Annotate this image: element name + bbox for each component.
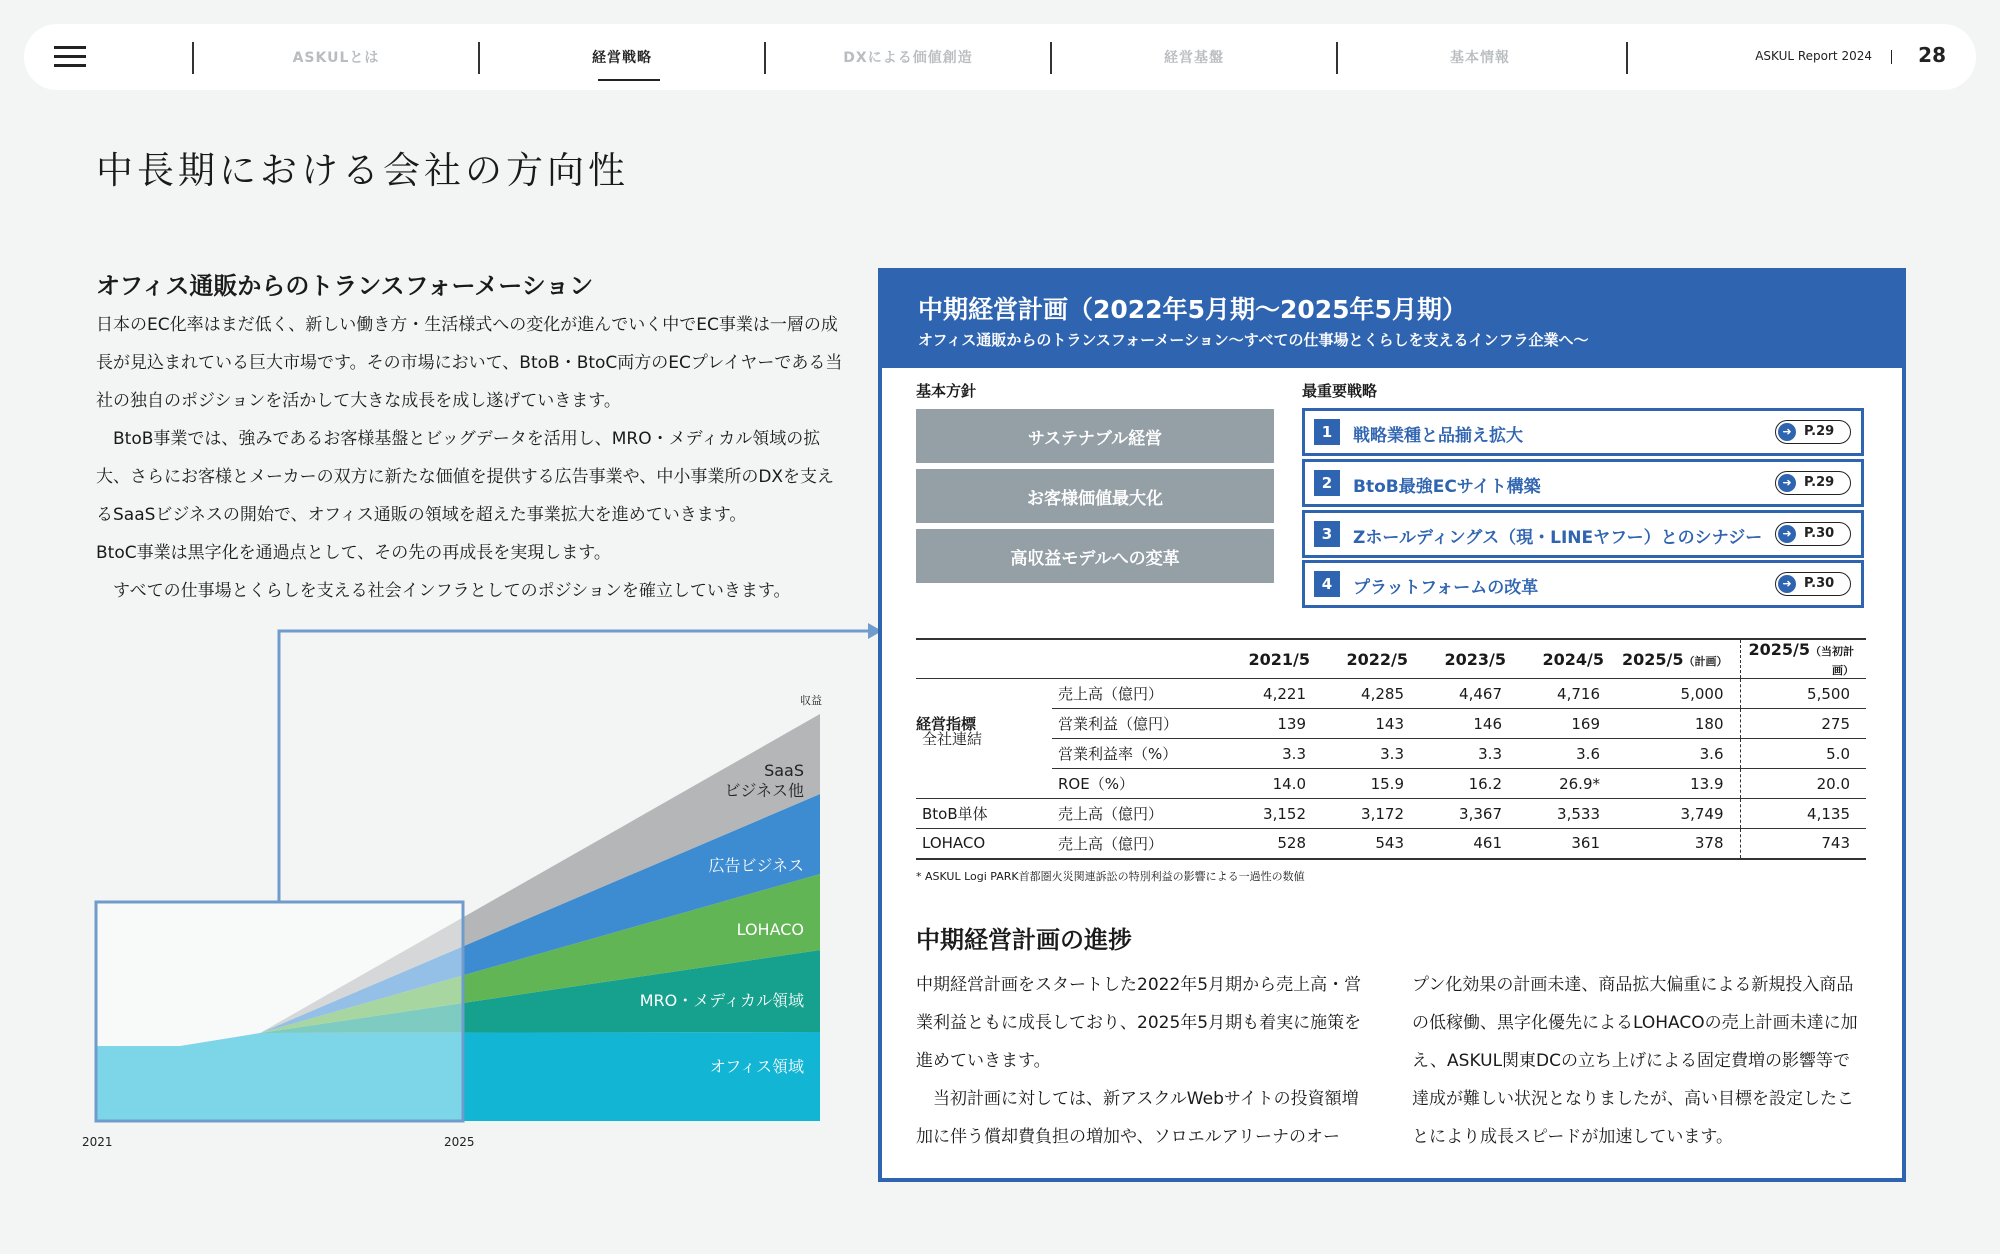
header-cell: 2022/5 — [1322, 639, 1420, 679]
value-cell: 4,285 — [1322, 679, 1420, 709]
table-row — [916, 829, 1866, 859]
value-cell: 5,500 — [1740, 679, 1866, 709]
table-row — [916, 709, 1866, 739]
header-cell: 2025/5（計画） — [1616, 639, 1740, 679]
arrow-right-icon: ➜ — [1778, 474, 1796, 492]
page-link[interactable]: ➜ P.30 — [1775, 572, 1851, 596]
strategy-label-text: Zホールディングス（現・LINEヤフー）とのシナジー — [1353, 528, 1763, 548]
value-cell: 3,533 — [1518, 799, 1616, 829]
value-cell: 146 — [1420, 709, 1518, 739]
value-cell: 4,135 — [1740, 799, 1866, 829]
value-cell: 4,716 — [1518, 679, 1616, 709]
value-cell: 169 — [1518, 709, 1616, 739]
strategy-number: 2 — [1314, 470, 1340, 496]
nav-divider — [1891, 50, 1892, 64]
policy-label: 基本方針 — [916, 382, 977, 400]
value-cell: 5.0 — [1740, 739, 1866, 769]
arrow-right-icon: ➜ — [1778, 423, 1796, 441]
value-cell: 361 — [1518, 829, 1616, 859]
tab-askul-about[interactable]: ASKULとは — [292, 50, 380, 66]
label-ad: 広告ビジネス — [708, 856, 804, 875]
policy-high-profit: 高収益モデルへの変革 — [916, 529, 1274, 583]
strategy-label-text: プラットフォームの改革 — [1353, 578, 1539, 598]
value-cell: 180 — [1616, 709, 1740, 739]
paragraph: 中期経営計画をスタートした2022年5月期から売上高・営業利益ともに成長しており、2025年5月期も着実に施策を進めていきます。 — [916, 975, 1362, 1071]
label-saas-2: ビジネス他 — [724, 781, 804, 800]
value-cell: 275 — [1740, 709, 1866, 739]
item-cell: 売上高（億円） — [1052, 829, 1224, 859]
progress-heading: 中期経営計画の進捗 — [916, 926, 1132, 954]
policy-sustainable: サステナブル経営 — [916, 409, 1274, 463]
label-office: オフィス領域 — [709, 1057, 804, 1076]
value-cell: 3,749 — [1616, 799, 1740, 829]
paragraph: 当初計画に対しては、新アスクルWebサイトの投資額増加に伴う償却費負担の増加や、ソロエルアリーナのオー — [916, 1089, 1359, 1147]
segment-cell: 全社連結 — [916, 679, 1052, 799]
report-name: ASKUL Report 2024 — [1755, 49, 1872, 63]
segment-cell: LOHACO — [916, 829, 1052, 859]
header-cell: 2024/5 — [1518, 639, 1616, 679]
arrow-right-icon: ➜ — [1778, 575, 1796, 593]
progress-text-col1 — [916, 966, 1370, 1156]
value-cell: 3,172 — [1322, 799, 1420, 829]
strategy-item-3[interactable] — [1302, 510, 1864, 558]
paragraph: すべての仕事場とくらしを支える社会インフラとしてのポジションを確立していきます。 — [113, 581, 791, 601]
item-cell: 売上高（億円） — [1052, 799, 1224, 829]
panel-header — [882, 272, 1902, 368]
strategy-item-1[interactable] — [1302, 408, 1864, 456]
value-cell: 3.3 — [1224, 739, 1322, 769]
header-cell: 2023/5 — [1420, 639, 1518, 679]
panel-subtitle: オフィス通販からのトランスフォーメーション～すべての仕事場とくらしを支えるインフラ企業へ～ — [918, 331, 1589, 349]
progress-text-col2 — [1412, 966, 1866, 1156]
value-cell: 543 — [1322, 829, 1420, 859]
arrow-right-icon: ➜ — [1778, 525, 1796, 543]
tab-dx[interactable]: DXによる価値創造 — [843, 50, 973, 66]
value-cell: 3.6 — [1518, 739, 1616, 769]
table-header-row — [916, 639, 1866, 679]
item-cell: 営業利益率（%） — [1052, 739, 1224, 769]
value-cell: 3,367 — [1420, 799, 1518, 829]
label-lohaco: LOHACO — [736, 920, 804, 939]
page-number: 28 — [1918, 43, 1946, 67]
menu-icon[interactable] — [54, 46, 86, 68]
value-cell: 743 — [1740, 829, 1866, 859]
page-title: 中長期における会社の方向性 — [96, 149, 629, 192]
header-cell — [1052, 639, 1224, 679]
item-cell: 売上高（億円） — [1052, 679, 1224, 709]
table-row — [916, 739, 1866, 769]
growth-diagram-svg — [60, 620, 890, 1160]
paragraph: 日本のEC化率はまだ低く、新しい働き方・生活様式への変化が進んでいく中でEC事業は一層の成長が見込まれている巨大市場です。その市場において、BtoB・BtoC両方のECプレイヤーである当社の独自のポジションを活かして大きな成長を成し遂げていきます。 — [96, 315, 843, 411]
panel-body — [882, 368, 1902, 1178]
intro-text — [96, 306, 846, 610]
top-nav — [24, 24, 1976, 90]
strategy-number: 3 — [1314, 521, 1340, 547]
page-link[interactable]: ➜ P.30 — [1775, 522, 1851, 546]
strategy-item-2[interactable] — [1302, 459, 1864, 507]
value-cell: 15.9 — [1322, 769, 1420, 799]
strategy-label: 最重要戦略 — [1302, 382, 1378, 400]
value-cell: 20.0 — [1740, 769, 1866, 799]
panel-title: 中期経営計画（2022年5月期～2025年5月期） — [918, 295, 1467, 324]
period-highlight — [96, 902, 463, 1121]
strategy-item-4[interactable] — [1302, 560, 1864, 608]
item-cell: ROE（%） — [1052, 769, 1224, 799]
growth-diagram — [60, 620, 890, 1160]
section-heading: オフィス通販からのトランスフォーメーション — [96, 272, 594, 300]
table-row — [916, 799, 1866, 829]
kpi-table — [916, 638, 1866, 860]
header-cell: 2025/5（当初計画） — [1740, 639, 1866, 679]
value-cell: 16.2 — [1420, 769, 1518, 799]
value-cell: 4,467 — [1420, 679, 1518, 709]
strategy-label-text: 戦略業種と品揃え拡大 — [1353, 426, 1523, 446]
item-cell: 営業利益（億円） — [1052, 709, 1224, 739]
value-cell: 14.0 — [1224, 769, 1322, 799]
nav-divider — [1626, 42, 1628, 74]
value-cell: 13.9 — [1616, 769, 1740, 799]
value-cell: 3.3 — [1322, 739, 1420, 769]
kpi-label: 経営指標 — [916, 715, 977, 733]
table-row — [916, 679, 1866, 709]
page-link[interactable]: ➜ P.29 — [1775, 420, 1851, 444]
tab-basic-info[interactable]: 基本情報 — [1450, 50, 1510, 66]
value-cell: 4,221 — [1224, 679, 1322, 709]
policy-customer-value: お客様価値最大化 — [916, 469, 1274, 523]
value-cell: 528 — [1224, 829, 1322, 859]
value-cell: 3.3 — [1420, 739, 1518, 769]
y-label: 収益 — [800, 694, 822, 707]
value-cell: 5,000 — [1616, 679, 1740, 709]
paragraph: BtoC事業は黒字化を通過点として、その先の再成長を実現します。 — [96, 543, 611, 563]
value-cell: 139 — [1224, 709, 1322, 739]
label-mro: MRO・メディカル領域 — [639, 991, 804, 1010]
strategy-number: 4 — [1314, 571, 1340, 597]
table-row — [916, 769, 1866, 799]
x-label-end: 2025 — [444, 1135, 475, 1149]
header-cell — [916, 639, 1052, 679]
value-cell: 3,152 — [1224, 799, 1322, 829]
header-cell: 2021/5 — [1224, 639, 1322, 679]
value-cell: 461 — [1420, 829, 1518, 859]
midterm-plan-panel — [878, 268, 1906, 1182]
value-cell: 3.6 — [1616, 739, 1740, 769]
paragraph: プン化効果の計画未達、商品拡大偏重による新規投入商品の低稼働、黒字化優先によるLOHACOの売上計画未達に加え、ASKUL関東DCの立ち上げによる固定費増の影響等で達成が難しい状況となりましたが、高い目標を設定したことにより成長スピードが加速しています。 — [1412, 975, 1858, 1147]
page-link[interactable]: ➜ P.29 — [1775, 471, 1851, 495]
segment-cell: BtoB単体 — [916, 799, 1052, 829]
strategy-label-text: BtoB最強ECサイト構築 — [1353, 477, 1541, 497]
value-cell: 378 — [1616, 829, 1740, 859]
tab-foundation[interactable]: 経営基盤 — [1164, 50, 1224, 66]
value-cell: 143 — [1322, 709, 1420, 739]
paragraph: BtoB事業では、強みであるお客様基盤とビッグデータを活用し、MRO・メディカル領域の拡大、さらにお客様とメーカーの双方に新たな価値を提供する広告事業や、中小事業所のDXを支えるSaaSビジネスの開始で、オフィス通販の領域を超えた事業拡大を進めていきます。 — [96, 429, 835, 525]
value-cell: 26.9* — [1518, 769, 1616, 799]
tab-strategy[interactable]: 経営戦略 — [480, 24, 764, 90]
label-saas-1: SaaS — [764, 761, 804, 780]
table-footnote: * ASKUL Logi PARK首都圏火災関連訴訟の特別利益の影響による一過性の数値 — [916, 870, 1305, 883]
strategy-number: 1 — [1314, 419, 1340, 445]
x-label-start: 2021 — [82, 1135, 113, 1149]
